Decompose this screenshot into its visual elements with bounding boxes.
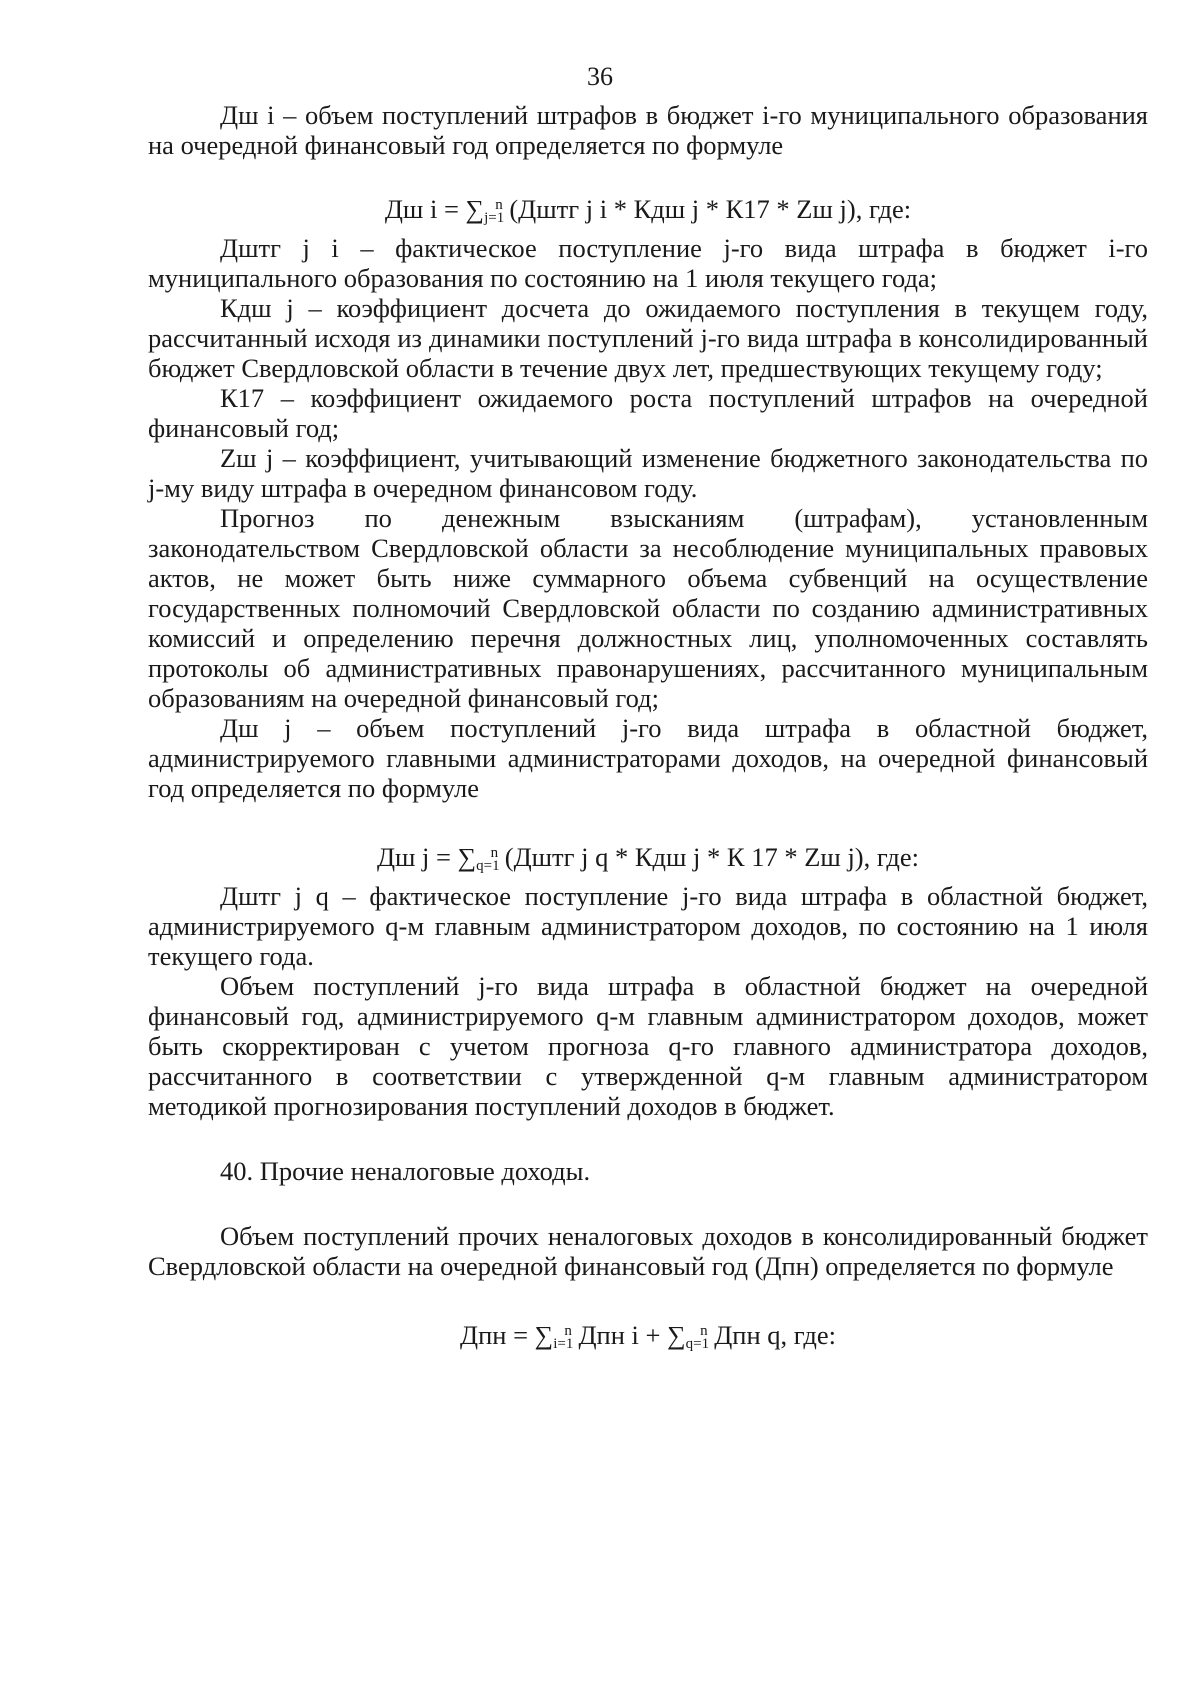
page-number: 36 — [587, 62, 613, 91]
sum-upper-limit-2: n — [700, 1323, 708, 1339]
formula-left: Дпн = — [460, 1320, 535, 1350]
formula-left: Дш i = — [384, 194, 466, 224]
sum-symbol: ∑ — [465, 195, 485, 224]
sum-symbol: ∑ — [457, 843, 477, 872]
formula-dpn — [148, 1316, 1148, 1359]
formula-left: Дш j = — [376, 842, 458, 872]
sum-symbol-2: ∑ — [667, 1321, 686, 1350]
paragraph-kdsh-j: Кдш j – коэффициент досчета до ожидаемого поступления в текущем году, рассчитанный исходя из динамики поступлений j-го вида штрафа в консолидированный бюджет Свердловской области в течение двух лет, предшествующих текущему году; — [148, 293, 1148, 383]
paragraph-volume-correction: Объем поступлений j-го вида штрафа в областной бюджет на очередной финансовый год, администрируемого q-м главным администратором доходов, может быть скорректирован с учетом прогноза q-го главного администратора доходов, рассчитанного в соответствии с утвержденной q-м главным администратором методикой прогнозирования поступлений доходов в бюджет. — [148, 971, 1148, 1121]
paragraph-dsh-i-definition: Дш i – объем поступлений штрафов в бюджет i-го муниципального образования на очередной финансовый год определяется по формуле — [148, 100, 1148, 160]
formula-right: (Дштг j q * Кдш j * К 17 * Zш j), где: — [498, 842, 920, 872]
formula-right: Дпн q, где: — [707, 1320, 836, 1350]
section-heading: 40. Прочие неналоговые доходы. — [220, 1156, 591, 1186]
sum-lower-limit-2: q=1 — [685, 1336, 710, 1352]
document-body — [148, 100, 1148, 1359]
sum-upper-limit: n — [495, 197, 503, 213]
paragraph-dsh-j-definition: Дш j – объем поступлений j-го вида штрафа в областной бюджет, администрируемого главными администраторами доходов, на очередной финансовый год определяется по формуле — [148, 713, 1148, 803]
sum-lower-limit: i=1 — [553, 1336, 574, 1352]
paragraph-zsh-j: Zш j – коэффициент, учитывающий изменение бюджетного законодательства по j-му виду штрафа в очередном финансовом году. — [148, 443, 1148, 503]
formula-right: (Дштг j i * Кдш j * К17 * Zш j), где: — [502, 194, 912, 224]
paragraph-dpn-definition: Объем поступлений прочих неналоговых доходов в консолидированный бюджет Свердловской области на очередной финансовый год (Дпн) определяется по формуле — [148, 1221, 1148, 1281]
formula-middle: Дпн i + — [571, 1320, 668, 1350]
sum-symbol: ∑ — [534, 1321, 554, 1350]
formula-dsh-j — [148, 838, 1148, 881]
paragraph-forecast-fines: Прогноз по денежным взысканиям (штрафам), установленным законодательством Свердловской области за несоблюдение муниципальных правовых актов, не может быть ниже суммарного объема субвенций на осуществление государственных полномочий Свердловской области по созданию административных комиссий и определению перечня должностных лиц, уполномоченных составлять протоколы об административных правонарушениях, рассчитанного муниципальным образованиям на очередной финансовый год; — [148, 503, 1148, 713]
paragraph-k17: К17 – коэффициент ожидаемого роста поступлений штрафов на очередной финансовый год; — [148, 383, 1148, 443]
sum-lower-limit: q=1 — [476, 858, 500, 874]
sum-upper-limit: n — [490, 845, 499, 861]
paragraph-dshtg-j-i: Дштг j i – фактическое поступление j-го вида штрафа в бюджет i-го муниципального образования по состоянию на 1 июля текущего года; — [148, 233, 1148, 293]
paragraph-dshtg-j-q: Дштг j q – фактическое поступление j-го вида штрафа в областной бюджет, администрируемого q-м главным администратором доходов, по состоянию на 1 июля текущего года. — [148, 881, 1148, 971]
sum-lower-limit: j=1 — [484, 210, 505, 226]
formula-dsh-i — [148, 190, 1148, 233]
sum-upper-limit: n — [564, 1323, 572, 1339]
